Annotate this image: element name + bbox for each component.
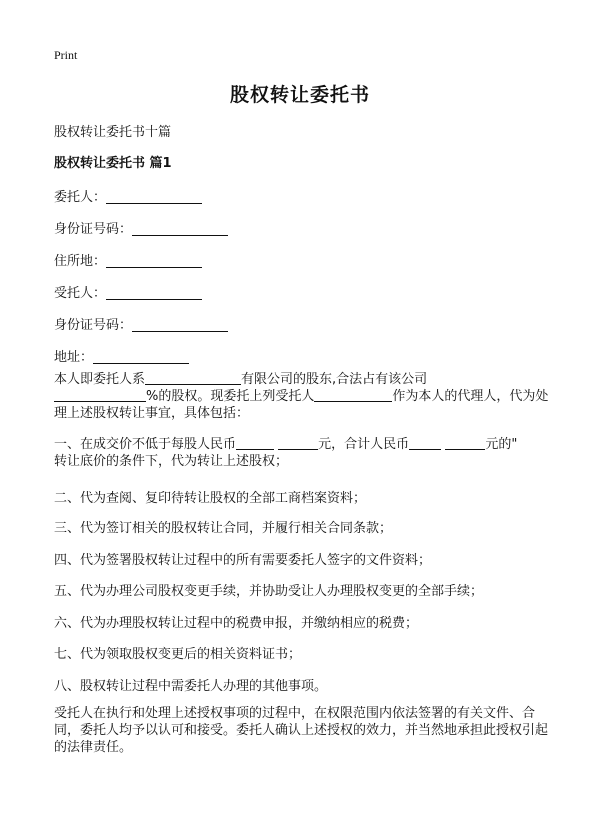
blank-line <box>54 389 146 402</box>
intro-text: 本人即委托人系 <box>54 372 146 387</box>
blank-line <box>314 389 392 402</box>
intro-text: 有限公司的股东,合法占有该公司 <box>241 372 428 387</box>
intro-text: 作为本人的代理人，代为处理上述股权转让事宜，具体包括： <box>54 389 549 421</box>
list-item-7: 七、代为领取股权变更后的相关资料证书； <box>54 647 302 662</box>
blank-line <box>278 437 318 450</box>
list-item-4: 四、代为签署股权转让过程中的所有需要委托人签字的文件资料； <box>54 553 432 568</box>
list-item-6: 六、代为办理股权转让过程中的税费申报，并缴纳相应的税费； <box>54 616 419 631</box>
print-label[interactable]: Print <box>54 48 78 62</box>
field-label: 身份证号码： <box>54 222 133 237</box>
list-item-8: 八、股权转让过程中需委托人办理的其他事项。 <box>54 679 328 694</box>
field-label: 地址： <box>54 350 94 365</box>
field-agent-id <box>54 314 228 333</box>
field-principal <box>54 186 202 205</box>
item-text: 转让底价的条件下，代为转让上述股权； <box>54 454 289 469</box>
intro-paragraph <box>54 371 554 422</box>
blank-line <box>445 437 485 450</box>
document-subtitle: 股权转让委托书十篇 <box>54 125 172 140</box>
section-heading: 股权转让委托书 篇1 <box>54 156 172 171</box>
blank-line <box>106 254 202 268</box>
field-principal-id <box>54 218 228 237</box>
field-agent-address <box>54 346 189 365</box>
blank-line <box>409 437 441 450</box>
field-label: 受托人： <box>54 286 107 301</box>
field-principal-address <box>54 250 202 269</box>
field-agent <box>54 282 202 301</box>
blank-line <box>106 190 202 204</box>
blank-line <box>145 372 241 385</box>
list-item-1 <box>54 436 554 470</box>
blank-line <box>236 437 274 450</box>
field-label: 住所地： <box>54 254 107 269</box>
item-text: 一、在成交价不低于每股人民币 <box>54 437 237 452</box>
blank-line <box>132 222 228 236</box>
field-label: 委托人： <box>54 190 107 205</box>
intro-text: %的股权。现委托上列受托人 <box>146 389 315 404</box>
item-text: 元，合计人民币 <box>318 437 410 452</box>
closing-paragraph: 受托人在执行和处理上述授权事项的过程中，在权限范围内依法签署的有关文件、合同，委托人均予以认可和接受。委托人确认上述授权的效力，并当然地承担此授权引起的法律责任。 <box>54 706 549 755</box>
blank-line <box>93 350 189 364</box>
list-item-2: 二、代为查阅、复印待转让股权的全部工商档案资料； <box>54 491 367 506</box>
blank-line <box>132 318 228 332</box>
item-text: 元的" <box>485 437 518 452</box>
field-label: 身份证号码： <box>54 318 133 333</box>
list-item-5: 五、代为办理公司股权变更手续，并协助受让人办理股权变更的全部手续； <box>54 584 484 599</box>
blank-line <box>106 286 202 300</box>
document-title: 股权转让委托书 <box>229 84 370 106</box>
list-item-3: 三、代为签订相关的股权转让合同，并履行相关合同条款； <box>54 521 393 536</box>
